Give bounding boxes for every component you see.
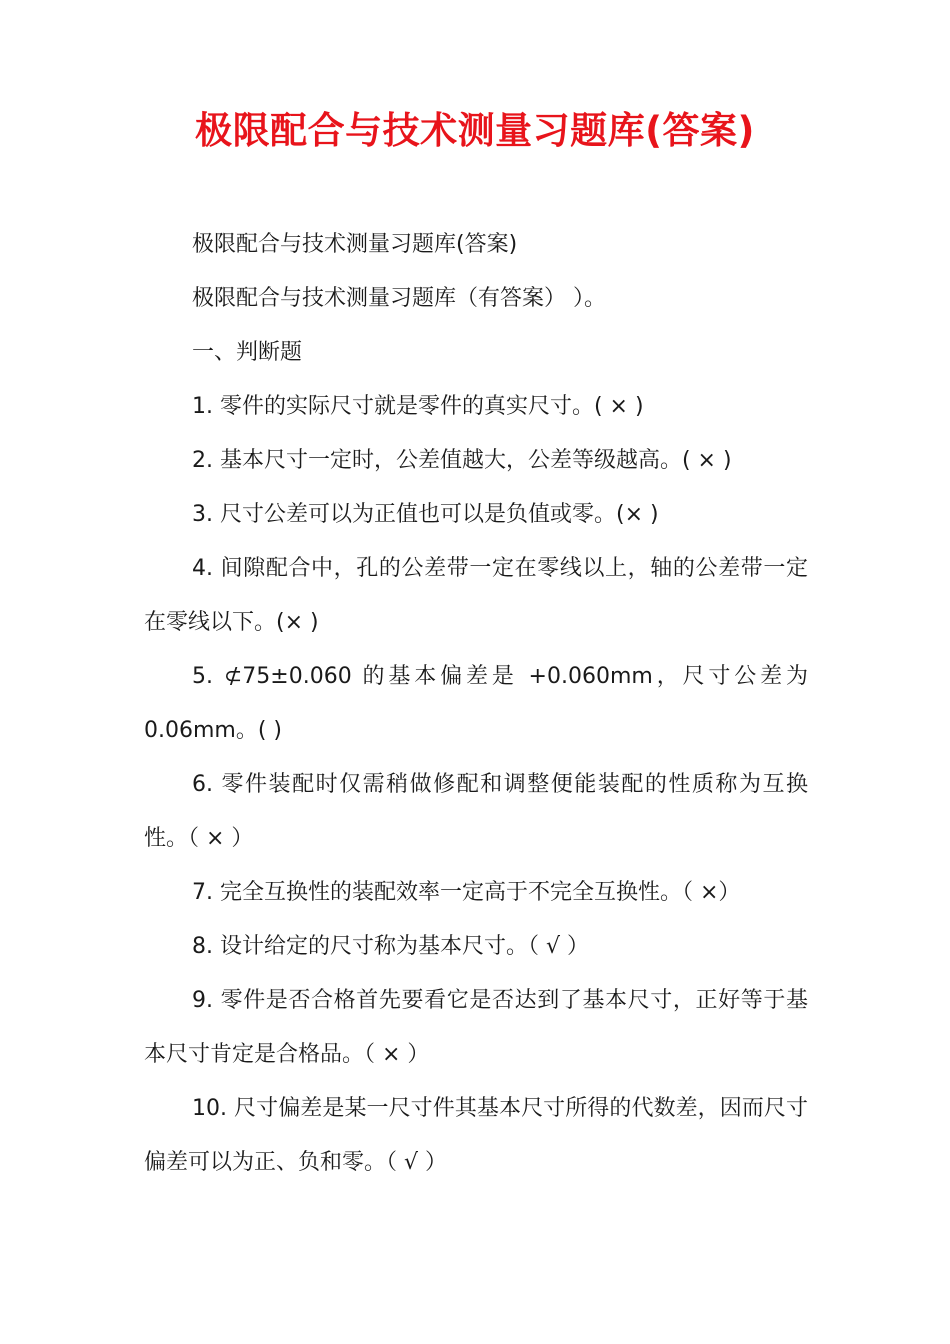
question-9: 9. 零件是否合格首先要看它是否达到了基本尺寸，正好等于基本尺寸肯定是合格品。（ × ）: [144, 988, 808, 1067]
paragraph-intro-1: 极限配合与技术测量习题库(答案): [192, 232, 518, 257]
question-1: 1. 零件的实际尺寸就是零件的真实尺寸。( × ): [192, 394, 644, 419]
question-7: 7. 完全互换性的装配效率一定高于不完全互换性。（ ×）: [192, 880, 741, 905]
document-body: [144, 218, 808, 1190]
document-title: 极限配合与技术测量习题库(答案): [195, 109, 755, 152]
paragraph-intro-2: 极限配合与技术测量习题库（有答案） ）。: [192, 286, 606, 311]
question-8: 8. 设计给定的尺寸称为基本尺寸。（ √ ）: [192, 934, 589, 959]
question-4: 4. 间隙配合中，孔的公差带一定在零线以上，轴的公差带一定在零线以下。(× ): [144, 556, 808, 635]
question-5: 5. ⊄75±0.060 的基本偏差是 +0.060mm，尺寸公差为 0.06mm。( ): [144, 664, 808, 743]
section-heading: 一、判断题: [192, 340, 303, 365]
question-3: 3. 尺寸公差可以为正值也可以是负值或零。(× ): [192, 502, 659, 527]
question-6: 6. 零件装配时仅需稍做修配和调整便能装配的性质称为互换性。（ × ）: [144, 772, 808, 851]
question-2: 2. 基本尺寸一定时，公差值越大，公差等级越高。( × ): [192, 448, 732, 473]
question-10: 10. 尺寸偏差是某一尺寸件其基本尺寸所得的代数差，因而尺寸偏差可以为正、负和零。（ √ ）: [144, 1096, 808, 1175]
